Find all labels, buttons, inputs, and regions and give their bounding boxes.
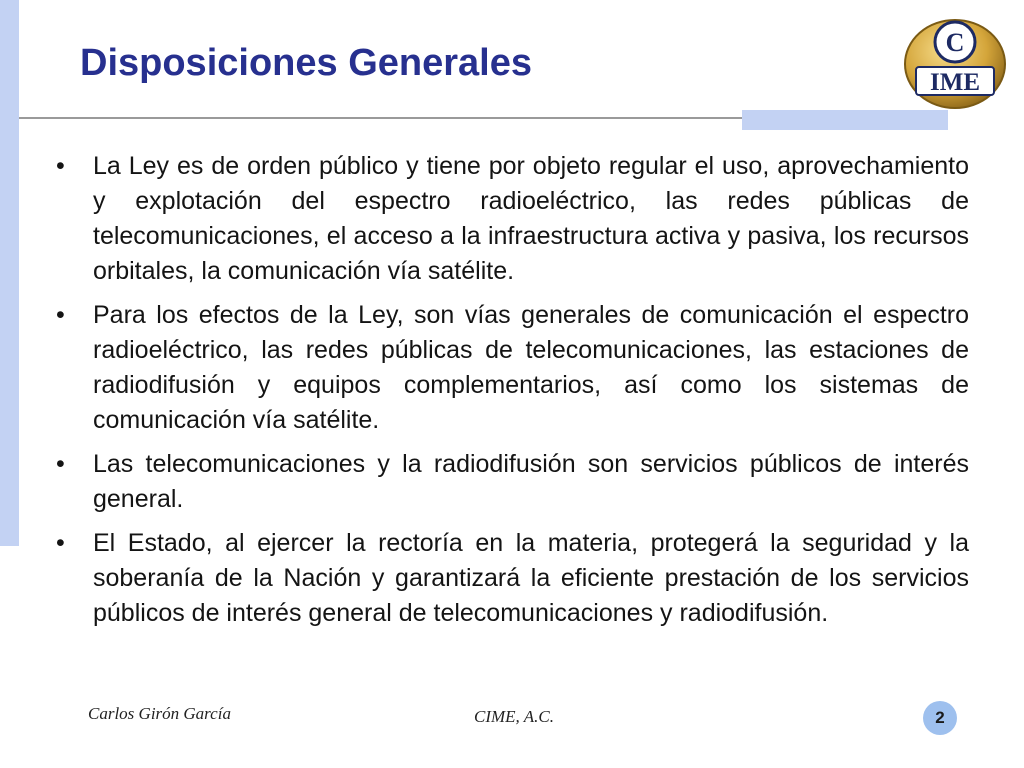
bullet-item xyxy=(56,149,969,289)
bullet-text: La Ley es de orden público y tiene por objeto regular el uso, aprovechamiento y explotación del espectro radioeléctrico, las redes públicas de telecomunicaciones, el acceso a la infraestructura activa y pasiva, los recursos orbitales, la comunicación vía satélite. xyxy=(93,152,969,285)
bullet-marker: • xyxy=(56,301,65,329)
bullet-marker: • xyxy=(56,529,65,557)
bullet-text: Para los efectos de la Ley, son vías generales de comunicación el espectro radioeléctrico, las redes públicas de telecomunicaciones, las estaciones de radiodifusión y equipos complementarios, así como los sistemas de comunicación vía satélite. xyxy=(93,301,969,434)
bullet-marker: • xyxy=(56,450,65,478)
page-number-badge: 2 xyxy=(923,701,957,735)
bullet-item xyxy=(56,298,969,438)
footer-author: Carlos Girón García xyxy=(88,704,231,723)
bullet-list xyxy=(56,149,969,640)
bullet-item xyxy=(56,526,969,631)
slide-title: Disposiciones Generales xyxy=(80,42,532,84)
left-accent-bar xyxy=(0,0,19,546)
bullet-marker: • xyxy=(56,152,65,180)
bullet-text: Las telecomunicaciones y la radiodifusión son servicios públicos de interés general. xyxy=(93,450,969,513)
cime-logo-icon xyxy=(902,12,1008,110)
logo-top-letter: C xyxy=(945,28,965,57)
footer-organization: CIME, A.C. xyxy=(474,707,554,726)
bullet-text: El Estado, al ejercer la rectoría en la materia, protegerá la seguridad y la soberanía de la Nación y garantizará la eficiente prestación de los servicios públicos de interés general de telecomunicaciones y radiodifusión. xyxy=(93,529,969,627)
logo-bottom-letters: IME xyxy=(930,69,980,96)
title-accent-bar xyxy=(742,110,948,130)
bullet-item xyxy=(56,447,969,517)
